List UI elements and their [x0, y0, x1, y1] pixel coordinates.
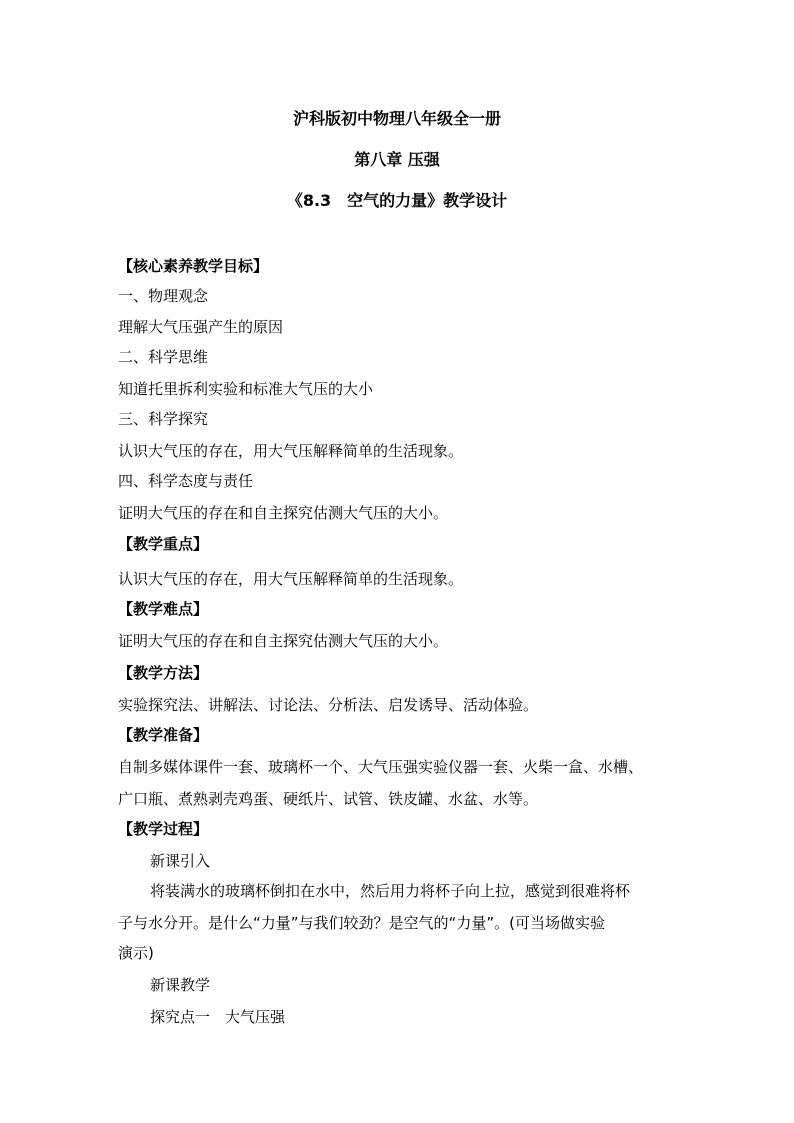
goal-label-4: 四、科学态度与责任	[118, 472, 254, 490]
key-points-heading: 【教学重点】	[118, 535, 209, 553]
preparation-text-1: 自制多媒体课件一套、玻璃杯一个、大气压强实验仪器一套、火柴一盒、水槽、	[118, 758, 644, 776]
difficulties-heading: 【教学难点】	[118, 600, 209, 618]
preparation-text-2: 广口瓶、煮熟剥壳鸡蛋、硬纸片、试管、铁皮罐、水盆、水等。	[118, 790, 539, 808]
document-title: 沪科版初中物理八年级全一册	[292, 109, 501, 128]
goal-text-3: 认识大气压的存在，用大气压解释简单的生活现象。	[118, 442, 464, 460]
goal-label-2: 二、科学思维	[118, 348, 209, 366]
intro-text-2: 子与水分开。是什么“力量”与我们较劲？是空气的“力量”。(可当场做实验	[118, 914, 605, 932]
goal-text-2: 知道托里拆利实验和标准大气压的大小	[118, 380, 374, 398]
intro-text-1: 将装满水的玻璃杯倒扣在水中，然后用力将杯子向上拉，感觉到很难将杯	[150, 882, 631, 900]
methods-text: 实验探究法、讲解法、讨论法、分析法、启发诱导、活动体验。	[118, 696, 539, 714]
teaching-label: 新课教学	[150, 976, 211, 994]
goal-label-1: 一、物理观念	[118, 287, 209, 305]
goal-label-3: 三、科学探究	[118, 410, 209, 428]
intro-text-3: 演示)	[118, 944, 154, 962]
methods-heading: 【教学方法】	[118, 664, 209, 682]
preparation-heading: 【教学准备】	[118, 726, 209, 744]
goals-heading: 【核心素养教学目标】	[118, 257, 269, 275]
intro-label: 新课引入	[150, 852, 211, 870]
process-heading: 【教学过程】	[118, 820, 209, 838]
goal-text-1: 理解大气压强产生的原因	[118, 318, 284, 336]
explore-label: 探究点一 大气压强	[150, 1008, 286, 1026]
difficulties-text: 证明大气压的存在和自主探究估测大气压的大小。	[118, 632, 449, 650]
goal-text-4: 证明大气压的存在和自主探究估测大气压的大小。	[118, 504, 449, 522]
key-points-text: 认识大气压的存在，用大气压解释简单的生活现象。	[118, 570, 464, 588]
chapter-title: 第八章 压强	[354, 150, 440, 169]
lesson-title: 《8.3 空气的力量》教学设计	[286, 191, 508, 210]
